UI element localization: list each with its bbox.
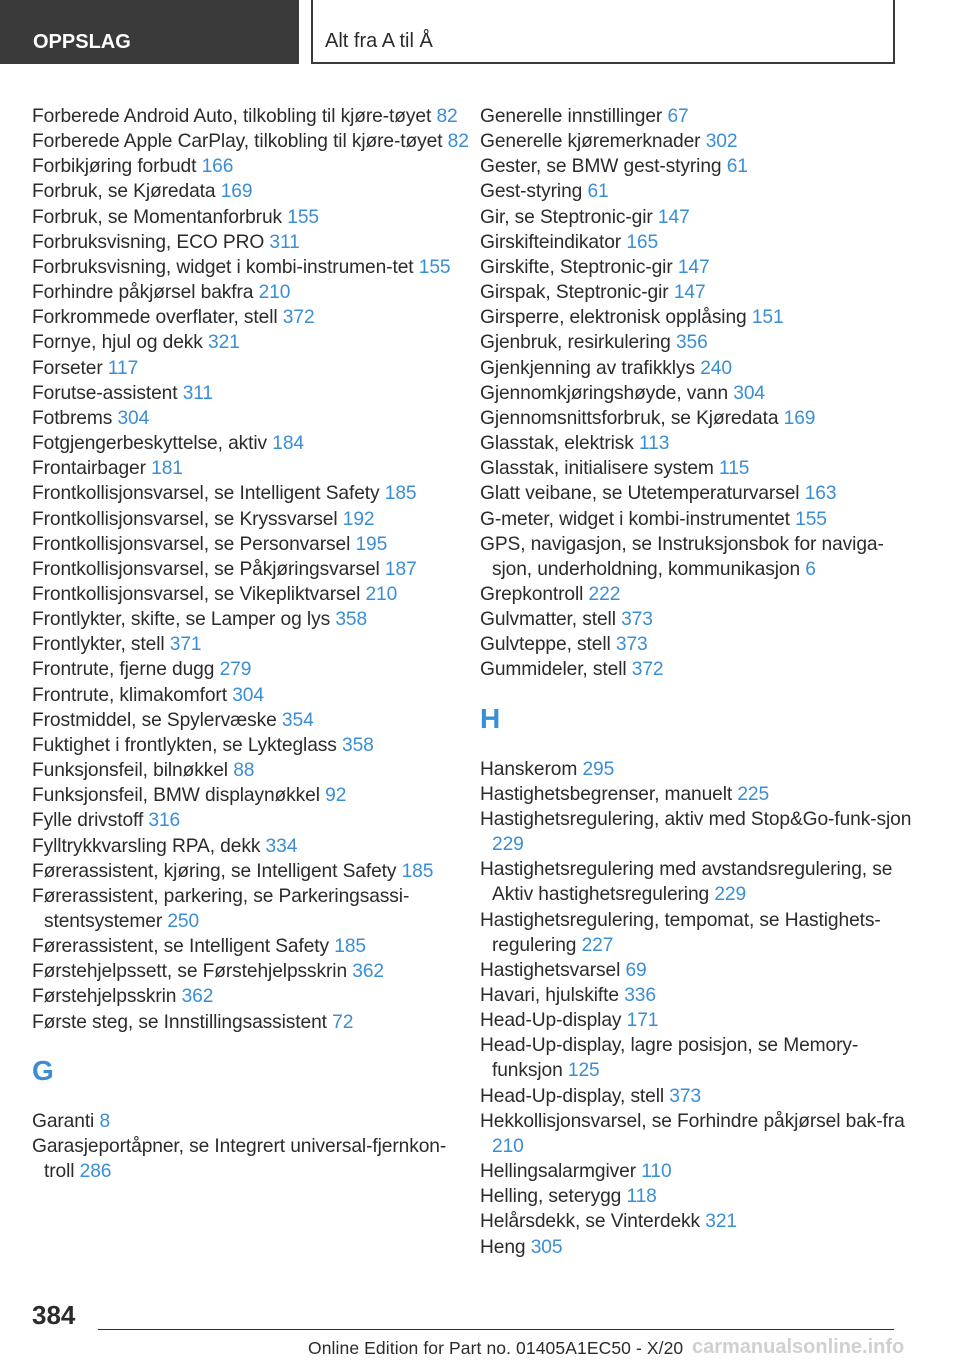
- index-entry: [32, 959, 472, 984]
- entry-term: Hastighetsregulering, tempomat, se Hastighets-regulering: [480, 909, 881, 956]
- entry-page-link[interactable]: 304: [117, 407, 150, 429]
- index-entry: [480, 507, 920, 532]
- entry-page-link[interactable]: 72: [332, 1011, 354, 1033]
- entry-term: Frontkollisjonsvarsel, se Personvarsel: [32, 533, 356, 555]
- footer-divider: [98, 1329, 894, 1330]
- entry-term: Hellingsalarmgiver: [480, 1161, 642, 1183]
- entry-term: Glatt veibane, se Utetemperaturvarsel: [480, 483, 805, 505]
- index-entry: [32, 255, 472, 280]
- page-number: 384: [32, 1300, 76, 1330]
- section-label: OPPSLAG: [33, 31, 131, 53]
- entry-term: Frontkollisjonsvarsel, se Kryssvarsel: [32, 508, 343, 530]
- entry-page-link[interactable]: 6: [805, 558, 816, 580]
- entry-page-link[interactable]: 227: [581, 934, 614, 956]
- entry-term: Heng: [480, 1236, 531, 1258]
- index-entry: [32, 934, 472, 959]
- index-entry: [32, 179, 472, 204]
- entry-page-link[interactable]: 229: [714, 884, 747, 906]
- watermark: carmanualsonline.info: [692, 1336, 905, 1358]
- entry-page-link[interactable]: 165: [626, 231, 659, 253]
- entry-page-link[interactable]: 371: [169, 634, 202, 656]
- entry-page-link[interactable]: 373: [615, 634, 648, 656]
- entry-term: G-meter, widget i kombi-instrumentet: [480, 508, 796, 530]
- index-column-right: [480, 104, 920, 1260]
- entry-term: Garanti: [32, 1110, 100, 1132]
- entry-page-link[interactable]: 362: [181, 986, 214, 1008]
- entry-page-link[interactable]: 311: [269, 231, 300, 253]
- index-entry: [32, 657, 472, 682]
- entry-term: Forberede Android Auto, tilkobling til kjøre-tøyet: [32, 106, 437, 127]
- entry-page-link[interactable]: 163: [804, 483, 837, 505]
- entry-page-link[interactable]: 8: [99, 1110, 111, 1132]
- index-entry: [480, 757, 920, 782]
- entry-page-link[interactable]: 210: [258, 282, 291, 304]
- entry-page-link[interactable]: 356: [675, 332, 708, 354]
- index-entry: [480, 431, 920, 456]
- index-entry: [480, 1008, 920, 1033]
- entry-page-link[interactable]: 61: [587, 181, 609, 203]
- entry-term: Førerassistent, kjøring, se Intelligent Safety: [32, 860, 402, 882]
- entry-term: Helårsdekk, se Vinterdekk: [480, 1211, 706, 1233]
- entry-term: Frontlykter, stell: [32, 634, 170, 656]
- entry-term: Forkrommede overflater, stell: [32, 307, 283, 329]
- entry-term: GPS, navigasjon, se Instruksjonsbok for naviga-sjon, underholdning, kommunikasjon: [480, 533, 884, 580]
- entry-page-link[interactable]: 181: [151, 458, 183, 480]
- index-entry: [480, 857, 920, 907]
- entry-term: Forhindre påkjørsel bakfra: [32, 282, 259, 304]
- index-entry: [480, 958, 920, 983]
- index-entry: [32, 557, 472, 582]
- entry-page-link[interactable]: 187: [384, 558, 417, 580]
- entry-term: Førstehjelpsskrin: [32, 986, 182, 1008]
- index-entry: [480, 255, 920, 280]
- index-entry: [480, 1209, 920, 1234]
- entry-term: Funksjonsfeil, BMW displaynøkkel: [32, 785, 326, 807]
- entry-term: Frontkollisjonsvarsel, se Påkjøringsvarsel: [32, 558, 385, 580]
- index-entry: [32, 205, 472, 230]
- index-entry: [32, 154, 472, 179]
- entry-term: Gulvteppe, stell: [480, 634, 616, 656]
- index-entry: [480, 481, 920, 506]
- entry-page-link[interactable]: 82: [436, 106, 458, 127]
- entry-term: Girskifteindikator: [480, 231, 627, 253]
- entry-page-link[interactable]: 305: [530, 1236, 563, 1258]
- entry-term: Gjenbruk, resirkulering: [480, 332, 676, 354]
- entry-term: Girskifte, Steptronic-gir: [480, 256, 678, 278]
- entry-term: Forseter: [32, 357, 108, 379]
- entry-page-link[interactable]: 88: [233, 760, 255, 782]
- index-entry: [480, 356, 920, 381]
- entry-page-link[interactable]: 373: [669, 1085, 702, 1107]
- index-entry: [480, 129, 920, 154]
- entry-term: Frontrute, fjerne dugg: [32, 659, 220, 681]
- entry-term: Fotbrems: [32, 407, 118, 429]
- index-entry: [32, 884, 472, 934]
- index-entry: [32, 330, 472, 355]
- entry-page-link[interactable]: 354: [281, 709, 314, 731]
- entry-term: Hastighetsbegrenser, manuelt: [480, 783, 738, 805]
- entry-page-link[interactable]: 169: [783, 407, 816, 429]
- index-entry: [32, 532, 472, 557]
- entry-page-link[interactable]: 240: [700, 357, 732, 379]
- entry-page-link[interactable]: 69: [625, 959, 647, 981]
- entry-term: Frontrute, klimakomfort: [32, 684, 233, 706]
- index-entry: [32, 406, 472, 431]
- index-entry: [480, 607, 920, 632]
- entry-term: Forbruksvisning, ECO PRO: [32, 231, 270, 253]
- index-entry: [32, 582, 472, 607]
- entry-term: Frontlykter, skifte, se Lamper og lys: [32, 609, 336, 631]
- entry-page-link[interactable]: 373: [621, 609, 653, 631]
- entry-page-link[interactable]: 192: [342, 508, 375, 530]
- index-letter-h: H: [480, 702, 501, 734]
- index-entry: [480, 406, 920, 431]
- entry-page-link[interactable]: 166: [201, 156, 234, 178]
- entry-term: Girsperre, elektronisk opplåsing: [480, 307, 752, 329]
- index-entry: [32, 783, 472, 808]
- entry-term: Frontairbager: [32, 458, 152, 480]
- index-entry: [32, 129, 472, 154]
- entry-page-link[interactable]: 304: [232, 684, 264, 706]
- index-entry: [32, 632, 472, 657]
- entry-page-link[interactable]: 82: [447, 131, 469, 153]
- index-entry: [32, 984, 472, 1009]
- entry-term: Hekkollisjonsvarsel, se Forhindre påkjørsel bak-fra: [480, 1110, 905, 1132]
- section-tab: [0, 0, 299, 64]
- entry-term: Havari, hjulskifte: [480, 985, 625, 1006]
- index-entry: [480, 154, 920, 179]
- index-column-left: [32, 104, 472, 1184]
- entry-term: Frostmiddel, se Spylervæske: [32, 709, 282, 731]
- entry-term: Head-Up-display: [480, 1010, 627, 1032]
- entry-term: Generelle innstillinger: [480, 106, 668, 127]
- entry-term: Fylltrykkvarsling RPA, dekk: [32, 835, 266, 857]
- entry-term: Head-Up-display, lagre posisjon, se Memory-funksjon: [480, 1035, 859, 1082]
- index-list: [32, 104, 472, 1035]
- index-list: [480, 104, 920, 683]
- entry-page-link[interactable]: 358: [335, 609, 368, 631]
- index-entry: [32, 607, 472, 632]
- entry-page-link[interactable]: 362: [352, 961, 384, 983]
- entry-term: Generelle kjøremerknader: [480, 131, 706, 153]
- entry-page-link[interactable]: 295: [582, 758, 615, 780]
- entry-term: Forutse-assistent: [32, 382, 183, 404]
- entry-term: Girspak, Steptronic-gir: [480, 282, 674, 304]
- entry-term: Hastighetsregulering med avstandsregulering, se Aktiv hastighetsregulering: [480, 859, 893, 906]
- entry-page-link[interactable]: 67: [667, 106, 689, 127]
- index-entry: [480, 456, 920, 481]
- entry-term: Fuktighet i frontlykten, se Lykteglass: [32, 734, 342, 756]
- entry-term: Frontkollisjonsvarsel, se Intelligent Safety: [32, 483, 385, 505]
- index-entry: [32, 1134, 472, 1184]
- entry-term: Forbruk, se Kjøredata: [32, 181, 221, 203]
- entry-term: Fylle drivstoff: [32, 810, 149, 832]
- index-entry: [480, 104, 920, 129]
- entry-page-link[interactable]: 92: [325, 785, 347, 807]
- index-entry: [480, 908, 920, 958]
- index-entry: [32, 708, 472, 733]
- index-entry: [480, 1084, 920, 1109]
- index-entry: [32, 456, 472, 481]
- entry-page-link[interactable]: 316: [148, 810, 181, 832]
- entry-page-link[interactable]: 222: [588, 583, 621, 605]
- entry-term: Hastighetsregulering, aktiv med Stop&Go-funk-sjon: [480, 808, 912, 830]
- edition-text: Online Edition for Part no. 01405A1EC50 - X/20: [308, 1338, 684, 1358]
- entry-page-link[interactable]: 279: [219, 659, 252, 681]
- entry-page-link[interactable]: 185: [334, 936, 366, 958]
- index-entry: [32, 808, 472, 833]
- index-entry: [480, 305, 920, 330]
- index-entry: [480, 1184, 920, 1209]
- entry-page-link[interactable]: 151: [751, 307, 784, 329]
- entry-term: Glasstak, elektrisk: [480, 433, 640, 455]
- entry-term: Gummideler, stell: [480, 659, 632, 681]
- index-entry: [480, 532, 920, 582]
- entry-page-link[interactable]: 302: [705, 131, 738, 153]
- entry-term: Førstehjelpssett, se Førstehjelpsskrin: [32, 961, 353, 983]
- index-entry: [32, 356, 472, 381]
- entry-term: Forbruk, se Momentanforbruk: [32, 206, 288, 228]
- entry-term: Fornye, hjul og dekk: [32, 332, 209, 354]
- entry-page-link[interactable]: 321: [705, 1211, 737, 1233]
- index-entry: [480, 632, 920, 657]
- entry-page-link[interactable]: 118: [626, 1186, 657, 1208]
- index-entry: [480, 230, 920, 255]
- entry-term: Gir, se Steptronic-gir: [480, 206, 658, 228]
- entry-page-link[interactable]: 334: [265, 835, 298, 857]
- entry-page-link[interactable]: 210: [365, 583, 398, 605]
- index-entry: [480, 1033, 920, 1083]
- entry-page-link[interactable]: 311: [182, 382, 213, 404]
- entry-term: Gester, se BMW gest-styring: [480, 156, 727, 178]
- index-entry: [480, 205, 920, 230]
- entry-page-link[interactable]: 229: [492, 834, 524, 856]
- index-entry: [480, 280, 920, 305]
- entry-term: Gjennomsnittsforbruk, se Kjøredata: [480, 407, 784, 429]
- index-entry: [480, 983, 920, 1008]
- entry-term: Fotgjengerbeskyttelse, aktiv: [32, 433, 273, 455]
- index-entry: [480, 1159, 920, 1184]
- chapter-title: Alt fra A til Å: [325, 30, 433, 52]
- index-entry: [32, 859, 472, 884]
- index-entry: [32, 305, 472, 330]
- entry-term: Head-Up-display, stell: [480, 1085, 670, 1107]
- entry-term: Helling, seterygg: [480, 1186, 627, 1208]
- index-entry: [480, 657, 920, 682]
- index-entry: [480, 807, 920, 857]
- index-entry: [480, 330, 920, 355]
- entry-page-link[interactable]: 147: [657, 206, 690, 228]
- index-entry: [480, 1109, 920, 1159]
- entry-page-link[interactable]: 155: [418, 256, 451, 278]
- index-entry: [32, 683, 472, 708]
- entry-page-link[interactable]: 184: [272, 433, 304, 455]
- entry-page-link[interactable]: 155: [287, 206, 319, 228]
- index-entry: [480, 381, 920, 406]
- entry-page-link[interactable]: 321: [208, 332, 240, 354]
- entry-page-link[interactable]: 125: [567, 1060, 600, 1082]
- index-letter-g: G: [32, 1054, 54, 1086]
- entry-term: Gulvmatter, stell: [480, 609, 622, 631]
- index-list: [32, 1109, 472, 1184]
- entry-page-link[interactable]: 185: [384, 483, 417, 505]
- chapter-tab: [311, 0, 895, 64]
- entry-page-link[interactable]: 336: [624, 985, 656, 1006]
- index-entry: [32, 280, 472, 305]
- index-entry: [32, 431, 472, 456]
- entry-page-link[interactable]: 185: [401, 860, 434, 882]
- entry-term: Funksjonsfeil, bilnøkkel: [32, 760, 234, 782]
- entry-term: Forbruksvisning, widget i kombi-instrumen-tet: [32, 256, 419, 278]
- entry-page-link[interactable]: 286: [79, 1161, 112, 1183]
- index-entry: [32, 481, 472, 506]
- entry-page-link[interactable]: 358: [342, 734, 374, 756]
- entry-term: Gest-styring: [480, 181, 588, 203]
- entry-term: Glasstak, initialisere system: [480, 458, 720, 480]
- index-list: [480, 757, 920, 1260]
- index-entry: [32, 381, 472, 406]
- entry-page-link[interactable]: 372: [631, 659, 664, 681]
- entry-term: Forbikjøring forbudt: [32, 156, 202, 178]
- entry-page-link[interactable]: 61: [726, 156, 748, 178]
- index-entry: [480, 582, 920, 607]
- entry-page-link[interactable]: 113: [639, 433, 670, 455]
- entry-page-link[interactable]: 169: [220, 181, 253, 203]
- entry-term: Frontkollisjonsvarsel, se Vikepliktvarsel: [32, 583, 366, 605]
- entry-term: Gjennomkjøringshøyde, vann: [480, 382, 734, 404]
- entry-page-link[interactable]: 115: [719, 458, 750, 480]
- entry-page-link[interactable]: 225: [737, 783, 770, 805]
- entry-term: Hanskerom: [480, 758, 583, 780]
- entry-page-link[interactable]: 210: [492, 1135, 524, 1157]
- index-entry: [32, 104, 472, 129]
- entry-page-link[interactable]: 117: [107, 357, 139, 379]
- entry-page-link[interactable]: 372: [282, 307, 315, 329]
- entry-page-link[interactable]: 147: [673, 282, 706, 304]
- entry-page-link[interactable]: 155: [795, 508, 827, 530]
- index-entry: [32, 1109, 472, 1134]
- index-entry: [480, 179, 920, 204]
- index-entry: [32, 834, 472, 859]
- entry-term: Forberede Apple CarPlay, tilkobling til kjøre-tøyet: [32, 131, 448, 153]
- index-entry: [32, 507, 472, 532]
- entry-term: Første steg, se Innstillingsassistent: [32, 1011, 333, 1033]
- entry-page-link[interactable]: 195: [355, 533, 388, 555]
- index-entry: [32, 758, 472, 783]
- entry-term: Gjenkjenning av trafikklys: [480, 357, 701, 379]
- index-entry: [480, 782, 920, 807]
- entry-page-link[interactable]: 304: [733, 382, 765, 404]
- index-entry: [32, 230, 472, 255]
- entry-page-link[interactable]: 250: [167, 911, 200, 932]
- entry-page-link[interactable]: 110: [641, 1161, 672, 1183]
- entry-term: Førerassistent, parkering, se Parkeringsassi-stentsystemer: [32, 885, 410, 932]
- index-entry: [32, 733, 472, 758]
- entry-term: Garasjeportåpner, se Integrert universal-fjernkon-troll: [32, 1135, 447, 1183]
- entry-page-link[interactable]: 147: [677, 256, 710, 278]
- index-entry: [32, 1010, 472, 1035]
- index-entry: [480, 1235, 920, 1260]
- entry-term: Grepkontroll: [480, 583, 589, 605]
- entry-term: Førerassistent, se Intelligent Safety: [32, 936, 335, 958]
- entry-term: Hastighetsvarsel: [480, 959, 626, 981]
- entry-page-link[interactable]: 171: [626, 1010, 659, 1032]
